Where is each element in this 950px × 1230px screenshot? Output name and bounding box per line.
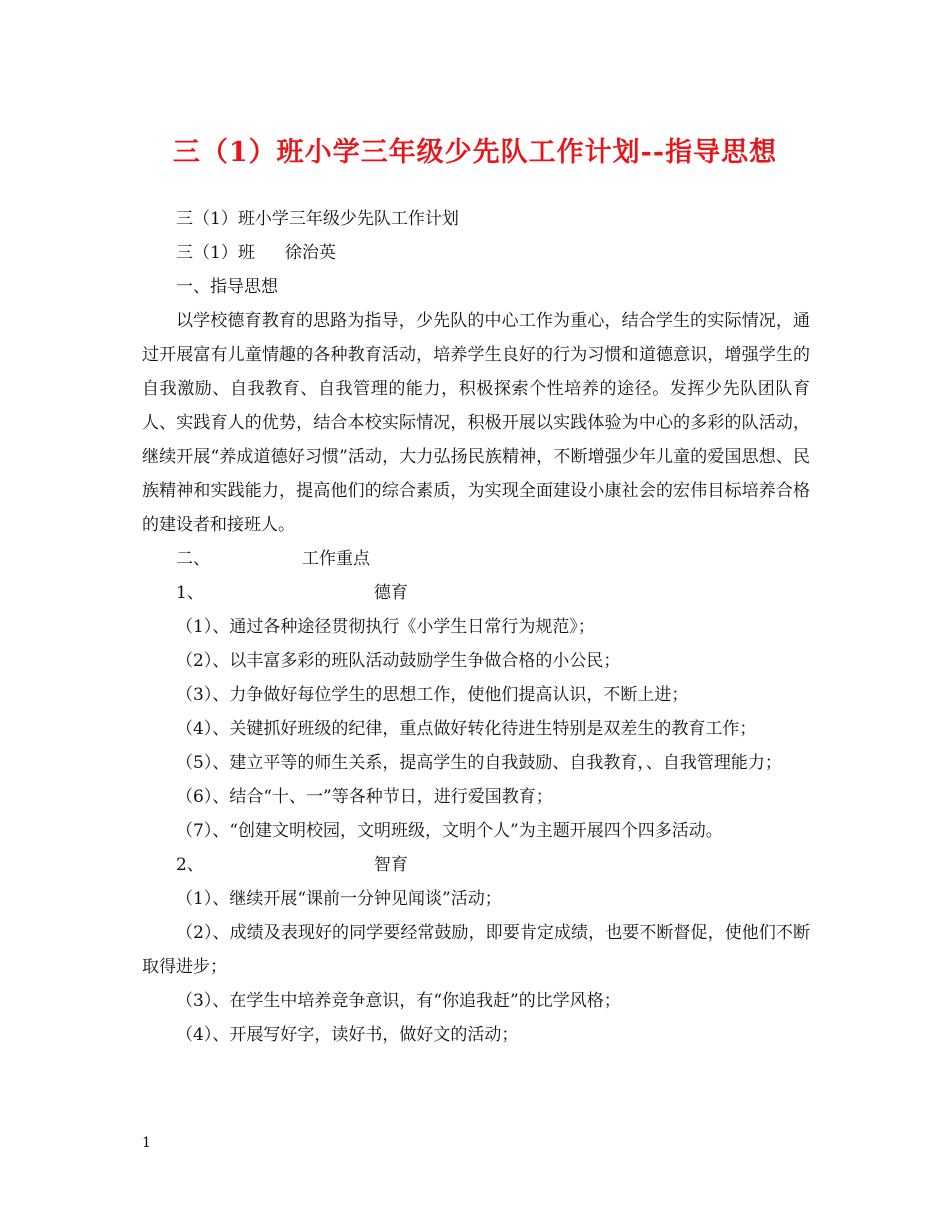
section-heading-work-focus — [142, 542, 810, 576]
list-item: （4）、关键抓好班级的纪律，重点做好转化待进生特别是双差生的教育工作； — [176, 719, 757, 739]
class-author-line — [142, 236, 810, 270]
subsection-number: 1、 — [176, 583, 204, 603]
list-item: （2）、以丰富多彩的班队活动鼓励学生争做合格的小公民； — [176, 651, 621, 671]
class-label: 三（1）班 — [176, 243, 255, 263]
subsection-title: 德育 — [373, 583, 408, 603]
list-item: （1）、通过各种途径贯彻执行《小学生日常行为规范》； — [176, 617, 595, 637]
list-item: （3）、在学生中培养竞争意识，有“你追我赶”的比学风格； — [176, 991, 621, 1011]
guiding-ideology-paragraph: 以学校德育教育的思路为指导，少先队的中心工作为重心，结合学生的实际情况，通过开展富有儿童情趣的各种教育活动，培养学生良好的行为习惯和道德意识，增强学生的自我激励、自我教育、自我管理的能力，积极探索个性培养的途径。发挥少先队团队育人、实践育人的优势，结合本校实际情况，积极开展以实践体验为中心的多彩的队活动，继续开展“养成道德好习惯”活动，大力弘扬民族精神，不断增强少年儿童的爱国思想、民族精神和实践能力，提高他们的综合素质，为实现全面建设小康社会的宏伟目标培养合格的建设者和接班人。 — [142, 311, 810, 535]
list-item: （1）、继续开展“课前一分钟见闻谈”活动； — [176, 889, 502, 909]
list-item: （3）、力争做好每位学生的思想工作，使他们提高认识，不断上进； — [176, 685, 689, 705]
subsection-title: 智育 — [373, 855, 408, 875]
subsection-number: 2、 — [176, 855, 204, 875]
document-title: 三（1）班小学三年级少先队工作计划--指导思想 — [172, 137, 778, 168]
document-body — [142, 202, 810, 1052]
list-item: （5）、建立平等的师生关系，提高学生的自我鼓励、自我教育，、自我管理能力； — [176, 753, 782, 773]
subsection-heading-intellectual — [142, 848, 810, 882]
section-title: 工作重点 — [302, 549, 370, 569]
section-number: 二、 — [176, 549, 210, 569]
list-item: （2）、成绩及表现好的同学要经常鼓励，即要肯定成绩，也要不断督促，使他们不断取得进步； — [142, 923, 810, 977]
page-number: 1 — [142, 1135, 151, 1151]
author-name: 徐治英 — [284, 243, 336, 263]
subsection-heading-moral — [142, 576, 810, 610]
section-heading-guiding-ideology: 一、指导思想 — [176, 277, 278, 297]
plan-subtitle: 三（1）班小学三年级少先队工作计划 — [176, 209, 459, 229]
list-item: （7）、“创建文明校园，文明班级，文明个人”为主题开展四个四多活动。 — [176, 821, 723, 841]
list-item: （6）、结合“十、一”等各种节日，进行爱国教育； — [176, 787, 553, 807]
list-item: （4）、开展写好字，读好书，做好文的活动； — [176, 1025, 519, 1045]
